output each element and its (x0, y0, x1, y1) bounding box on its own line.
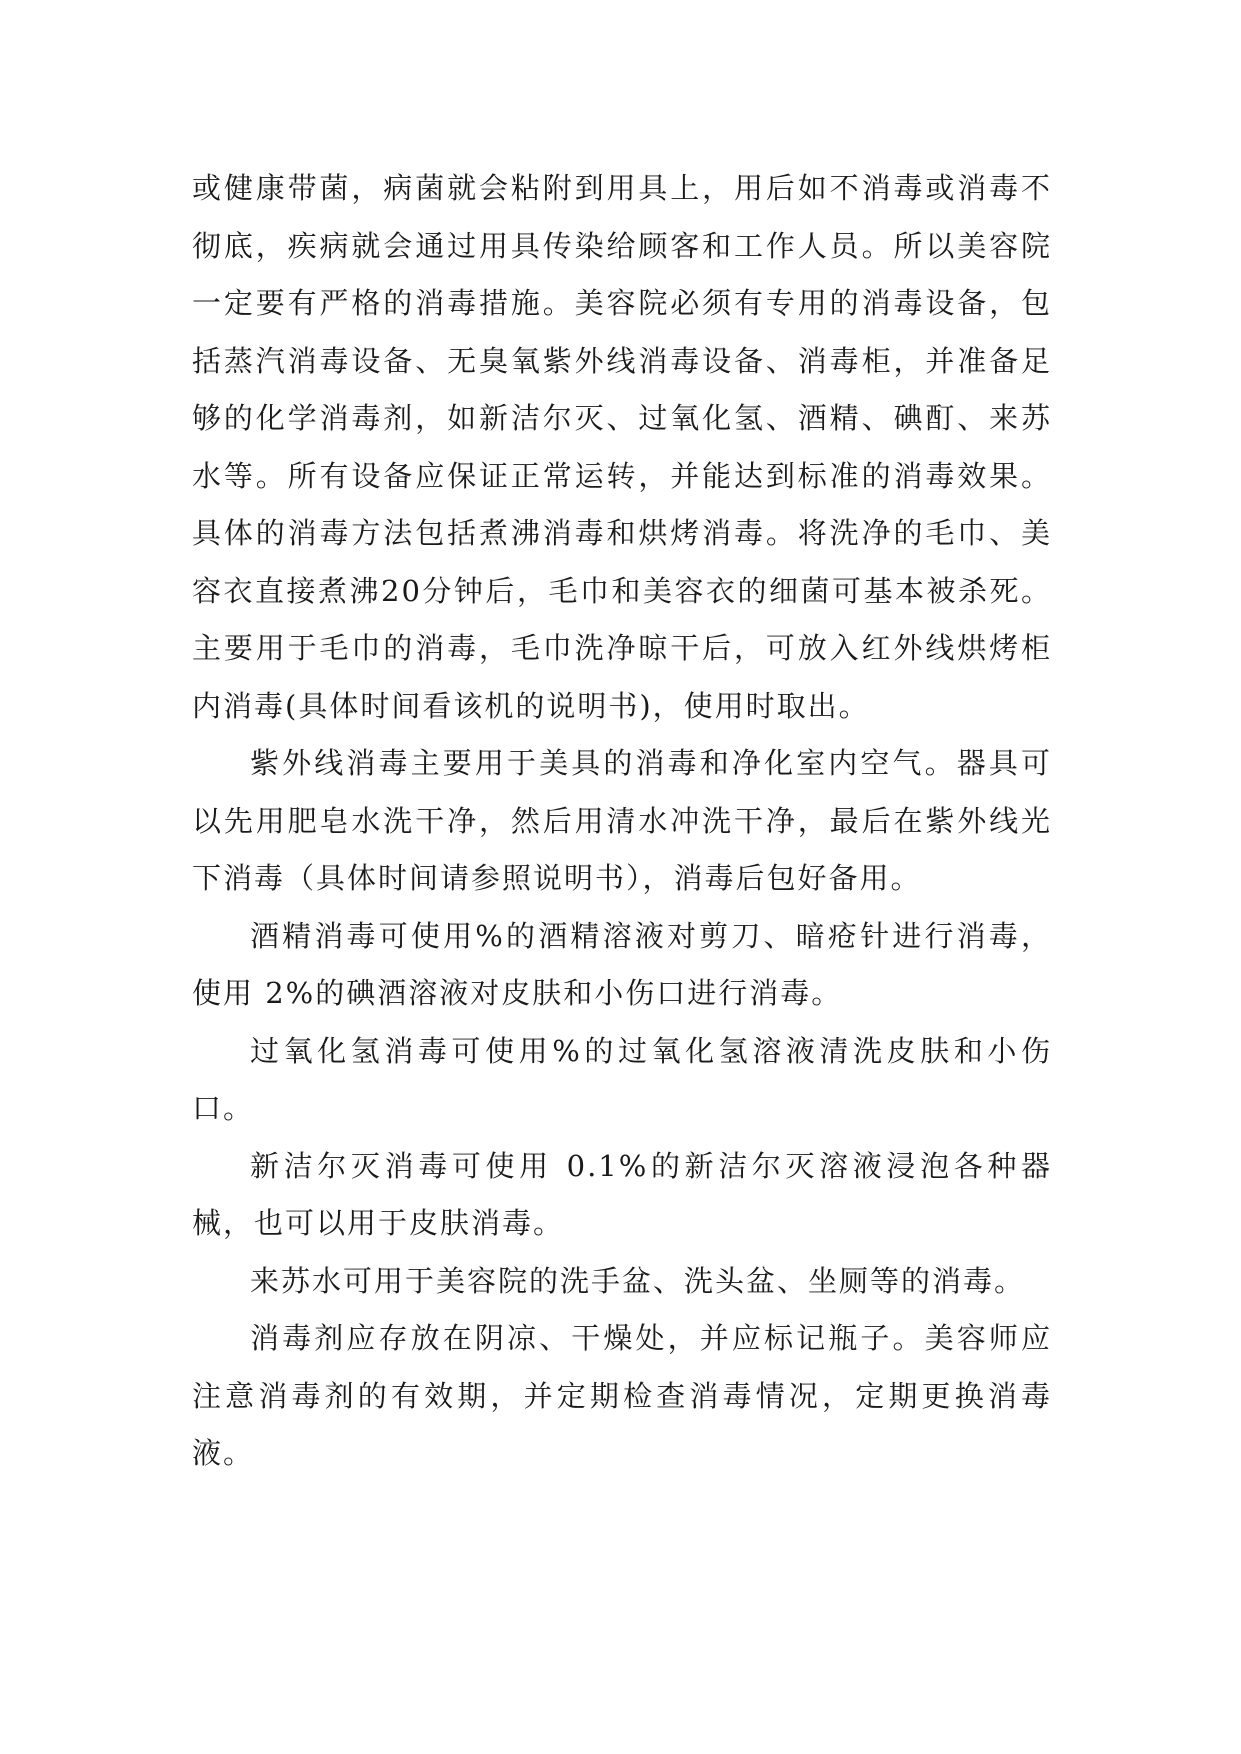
paragraph-disinfectant-storage: 消毒剂应存放在阴凉、干燥处，并应标记瓶子。美容师应注意消毒剂的有效期，并定期检查消毒情况，定期更换消毒液。 (192, 1321, 1052, 1470)
paragraph-uv-disinfection: 紫外线消毒主要用于美具的消毒和净化室内空气。器具可以先用肥皂水洗干净，然后用清水冲洗干净，最后在紫外线光下消毒（具体时间请参照说明书），消毒后包好备用。 (192, 746, 1052, 895)
paragraph-lysol-disinfection: 来苏水可用于美容院的洗手盆、洗头盆、坐厕等的消毒。 (250, 1263, 1026, 1298)
paragraph-sterilization-overview: 或健康带菌，病菌就会粘附到用具上，用后如不消毒或消毒不彻底，疾病就会通过用具传染给顾客和工作人员。所以美容院一定要有严格的消毒措施。美容院必须有专用的消毒设备，包括蒸汽消毒设备、无臭氧紫外线消毒设备、消毒柜，并准备足够的化学消毒剂，如新洁尔灭、过氧化氢、酒精、碘酊、来苏水等。所有设备应保证正常运转，并能达到标准的消毒效果。具体的消毒方法包括煮沸消毒和烘烤消毒。将洗净的毛巾、美容衣直接煮沸20分钟后，毛巾和美容衣的细菌可基本被杀死。主要用于毛巾的消毒，毛巾洗净晾干后，可放入红外线烘烤柜内消毒(具体时间看该机的说明书)，使用时取出。 (192, 171, 1052, 723)
document-body (192, 160, 1052, 1483)
paragraph-hydrogen-peroxide-disinfection: 过氧化氢消毒可使用%的过氧化氢溶液清洗皮肤和小伤口。 (192, 1033, 1052, 1125)
paragraph-benzalkonium-disinfection: 新洁尔灭消毒可使用 0.1%的新洁尔灭溶液浸泡各种器械，也可以用于皮肤消毒。 (192, 1148, 1052, 1240)
paragraph-alcohol-disinfection: 酒精消毒可使用%的酒精溶液对剪刀、暗疮针进行消毒，使用 2%的碘酒溶液对皮肤和小伤口进行消毒。 (192, 918, 1052, 1010)
